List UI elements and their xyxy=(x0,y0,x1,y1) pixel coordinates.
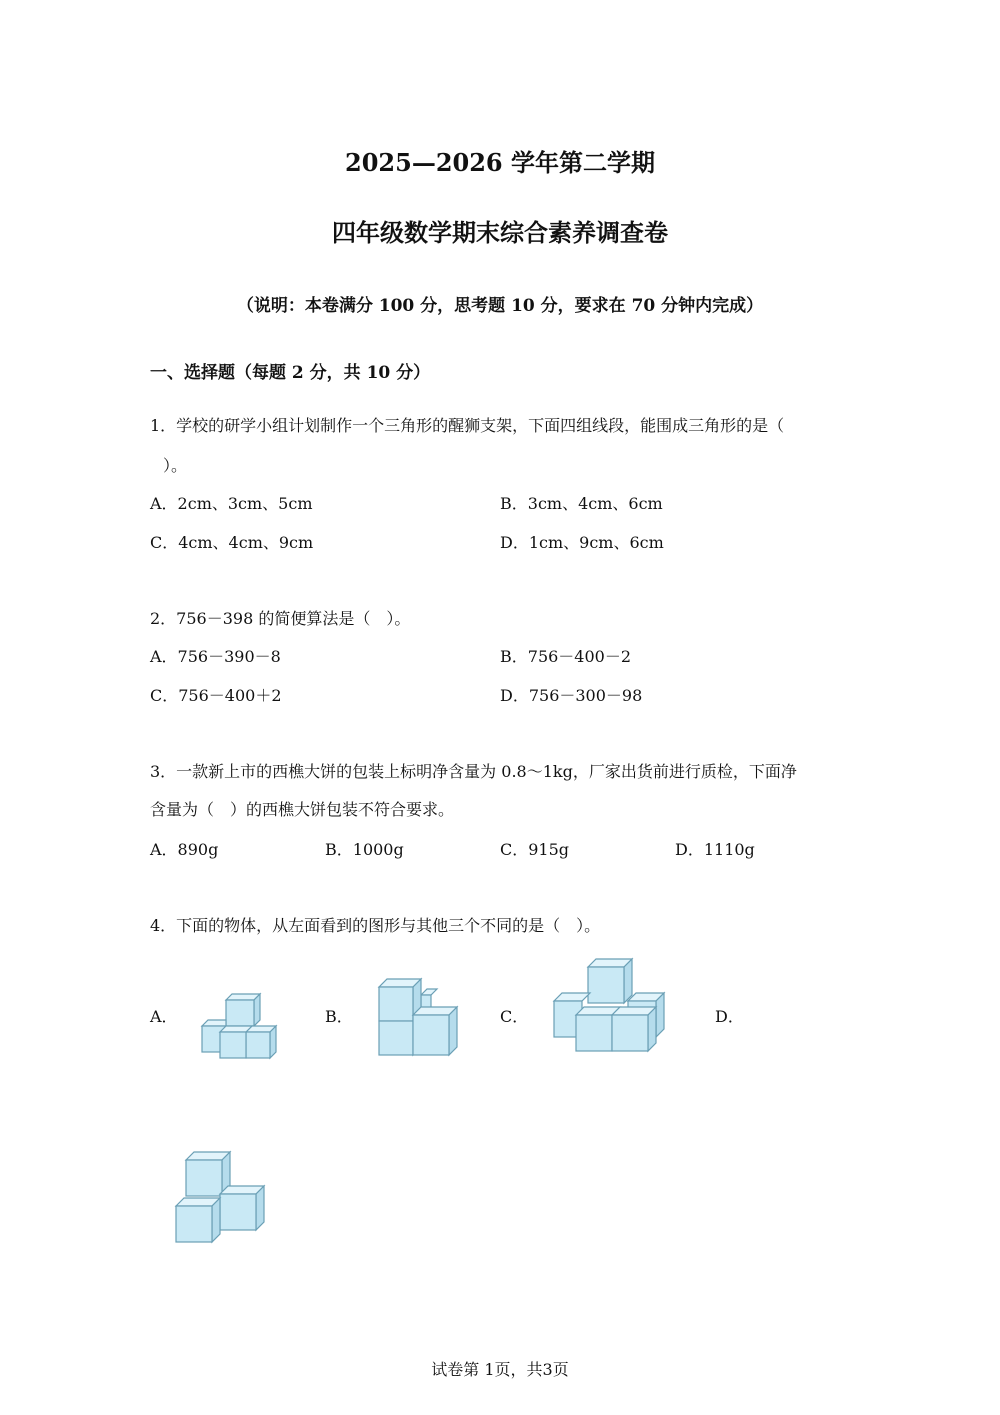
option-b[interactable]: B．3cm、4cm、6cm xyxy=(500,494,663,513)
option-c[interactable]: C．915g xyxy=(500,840,570,859)
cube-figure-b xyxy=(377,973,461,1059)
option-d[interactable]: D．756－300－98 xyxy=(500,686,643,705)
option-b[interactable]: B．1000g xyxy=(325,840,404,859)
cube-figure-c xyxy=(550,958,668,1056)
option-b[interactable]: B．756－400－2 xyxy=(500,647,632,666)
option-c[interactable]: C． xyxy=(500,1007,529,1026)
section-heading: 一、选择题（每题 2 分，共 10 分） xyxy=(150,363,431,383)
question-text: 1．学校的研学小组计划制作一个三角形的醒狮支架，下面四组线段，能围成三角形的是（ xyxy=(150,416,785,435)
exam-instructions: （说明：本卷满分 100 分，思考题 10 分，要求在 70 分钟内完成） xyxy=(236,296,764,316)
cube-figure-a xyxy=(200,993,280,1065)
option-a[interactable]: A．756－390－8 xyxy=(150,647,281,666)
option-c[interactable]: C．4cm、4cm、9cm xyxy=(150,533,314,552)
question-text-continued: 含量为（ ）的西樵大饼包装不符合要求。 xyxy=(150,800,455,819)
page-footer: 试卷第 1页，共3页 xyxy=(431,1360,569,1379)
exam-title-line1: 2025—2026 学年第二学期 xyxy=(345,148,655,177)
cube-figure-d xyxy=(172,1150,268,1248)
option-b[interactable]: B． xyxy=(325,1007,353,1026)
option-d[interactable]: D．1110g xyxy=(675,840,755,859)
option-c[interactable]: C．756－400＋2 xyxy=(150,686,282,705)
option-a[interactable]: A．890g xyxy=(150,840,219,859)
question-text: 3．一款新上市的西樵大饼的包装上标明净含量为 0.8～1kg，厂家出货前进行质检，下面净 xyxy=(150,762,797,781)
option-d[interactable]: D．1cm、9cm、6cm xyxy=(500,533,664,552)
question-text-continued: ）。 xyxy=(163,456,188,475)
exam-title-line2: 四年级数学期末综合素养调查卷 xyxy=(332,218,668,247)
option-d[interactable]: D． xyxy=(715,1007,744,1026)
option-a[interactable]: A．2cm、3cm、5cm xyxy=(150,494,313,513)
question-text: 4．下面的物体，从左面看到的图形与其他三个不同的是（ ）。 xyxy=(150,916,601,935)
question-text: 2．756－398 的简便算法是（ ）。 xyxy=(150,609,411,628)
option-a[interactable]: A． xyxy=(150,1007,178,1026)
